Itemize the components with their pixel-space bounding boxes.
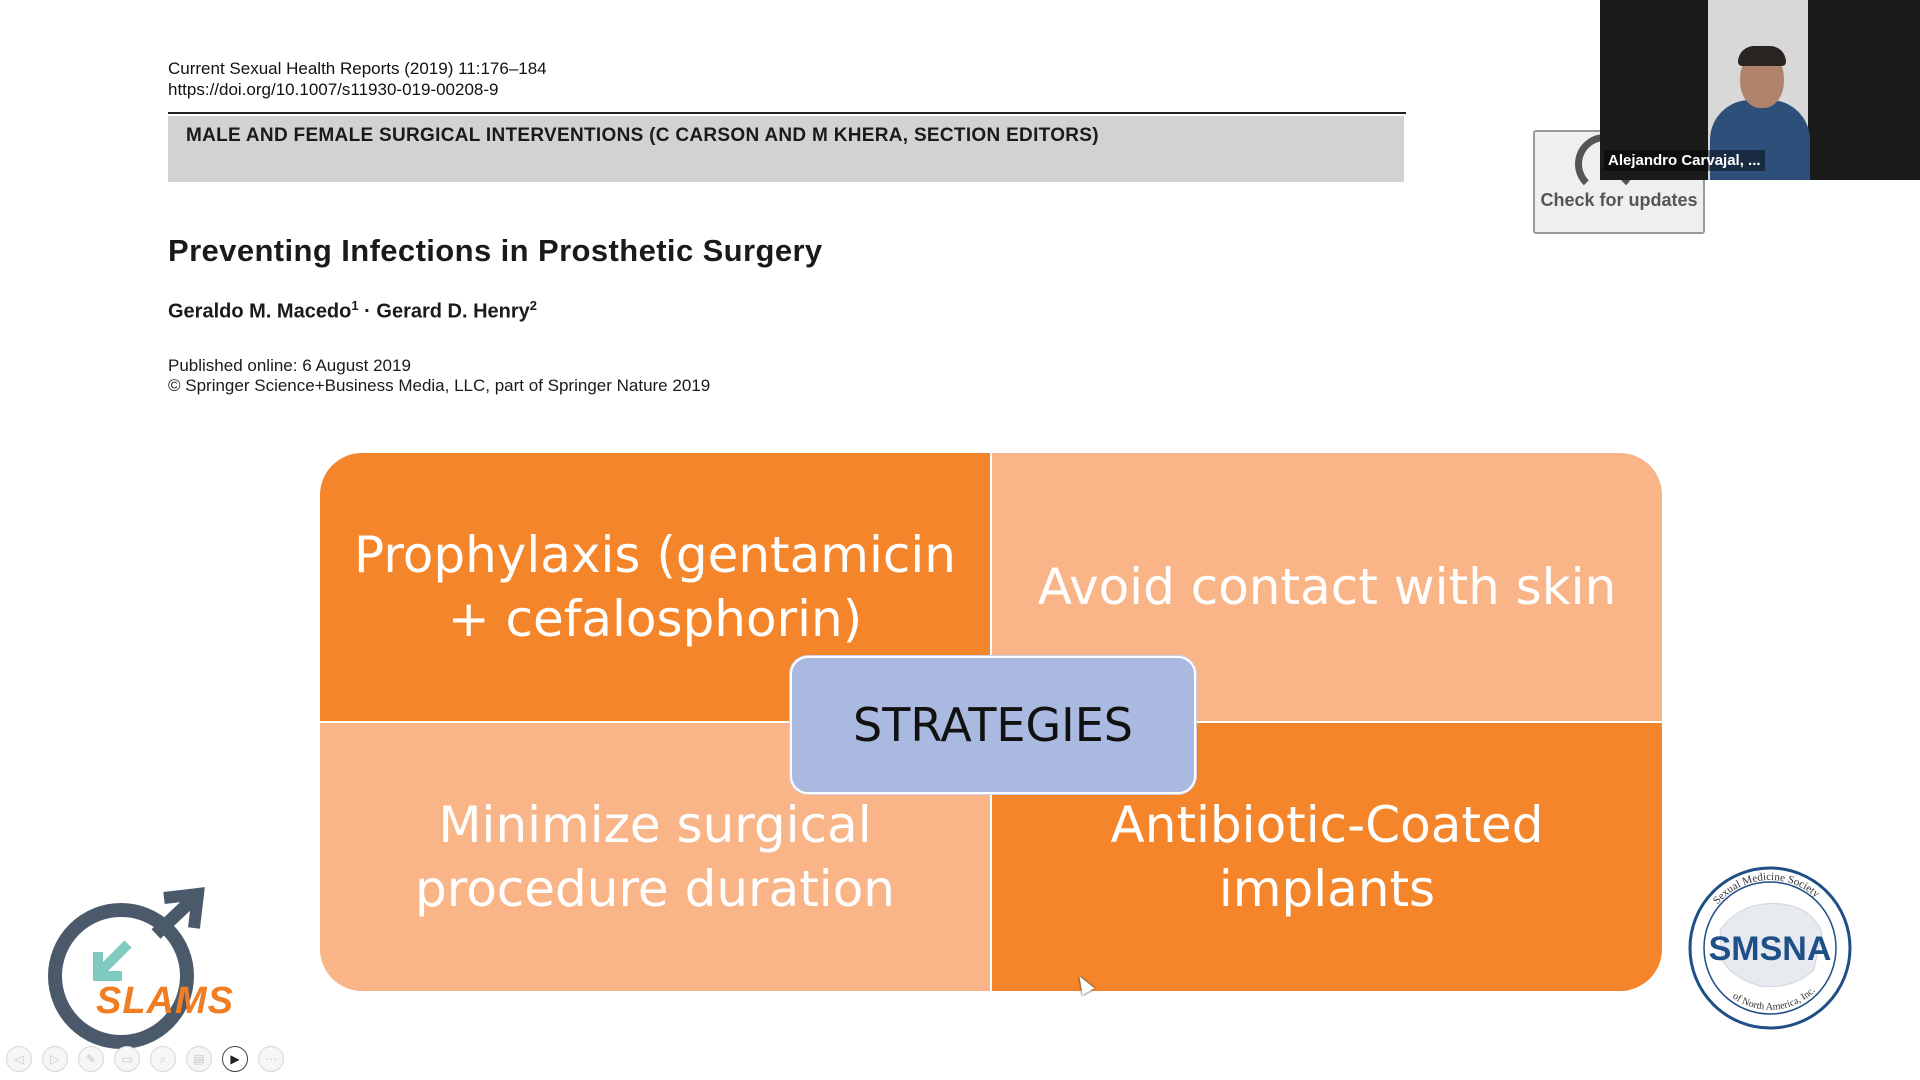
next-icon: ▷: [50, 1052, 60, 1066]
strategy-avoid-skin-contact: Avoid contact with skin: [992, 453, 1662, 721]
more-icon: ⋯: [265, 1052, 277, 1066]
strategy-antibiotic-implants: Antibiotic-Coated implants: [992, 723, 1662, 991]
author-affiliation: 1: [351, 298, 359, 313]
smsna-wordmark: SMSNA: [1708, 930, 1832, 968]
section-title: MALE AND FEMALE SURGICAL INTERVENTIONS (C CARSON AND M KHERA, SECTION EDITORS): [186, 125, 1099, 146]
publication-info: [168, 356, 710, 396]
video-button[interactable]: [222, 1046, 248, 1072]
subtitles-icon: ▤: [193, 1052, 205, 1066]
header-divider: [168, 112, 1406, 114]
next-slide-button[interactable]: [42, 1046, 68, 1072]
paper-title: Preventing Infections in Prosthetic Surgery: [168, 233, 823, 268]
author-list: [168, 298, 537, 324]
author-affiliation: 2: [529, 298, 538, 313]
participant-hair: [1738, 46, 1786, 66]
smsna-ring-text-top: Sexual Medicine Society: [1710, 870, 1822, 907]
participant-name: Alejandro Carvajal, ...: [1604, 150, 1765, 171]
journal-header: [168, 58, 547, 100]
zoom-icon: ⌕: [159, 1051, 167, 1066]
slams-logo: [36, 886, 256, 1056]
strategies-center-label: STRATEGIES: [790, 656, 1196, 794]
published-date: Published online: 6 August 2019: [168, 356, 411, 375]
doi-link: https://doi.org/10.1007/s11930-019-00208-9: [168, 80, 499, 99]
check-for-updates-label: Check for updates: [1540, 190, 1698, 210]
presentation-controls: [6, 1046, 284, 1074]
author-name: Gerard D. Henry: [376, 300, 530, 323]
video-icon: ▶: [230, 1052, 240, 1066]
slams-wordmark: SLAMS: [96, 980, 234, 1022]
pages-icon: ▭: [121, 1052, 133, 1066]
copyright-notice: © Springer Science+Business Media, LLC, part of Springer Nature 2019: [168, 376, 711, 395]
author-separator: ·: [358, 300, 377, 323]
zoom-button[interactable]: [150, 1046, 176, 1072]
webcam-tile[interactable]: [1600, 0, 1920, 180]
strategy-prophylaxis: Prophylaxis (gentamicin + cefalosphorin): [320, 453, 990, 721]
subtitles-button[interactable]: [186, 1046, 212, 1072]
pen-button[interactable]: [78, 1046, 104, 1072]
more-button[interactable]: [258, 1046, 284, 1072]
strategy-minimize-duration: Minimize surgical procedure duration: [320, 723, 990, 991]
previous-slide-button[interactable]: [6, 1046, 32, 1072]
section-banner: [168, 116, 1404, 182]
pages-button[interactable]: [114, 1046, 140, 1072]
author-name: Geraldo M. Macedo: [168, 300, 352, 323]
journal-citation: Current Sexual Health Reports (2019) 11:176–184: [168, 59, 547, 78]
previous-icon: ◁: [14, 1052, 24, 1066]
smsna-ring-text-bottom: of North America, Inc.: [1730, 985, 1818, 1013]
slams-inner-arrow-icon: [98, 944, 128, 976]
pen-icon: ✎: [85, 1052, 97, 1066]
